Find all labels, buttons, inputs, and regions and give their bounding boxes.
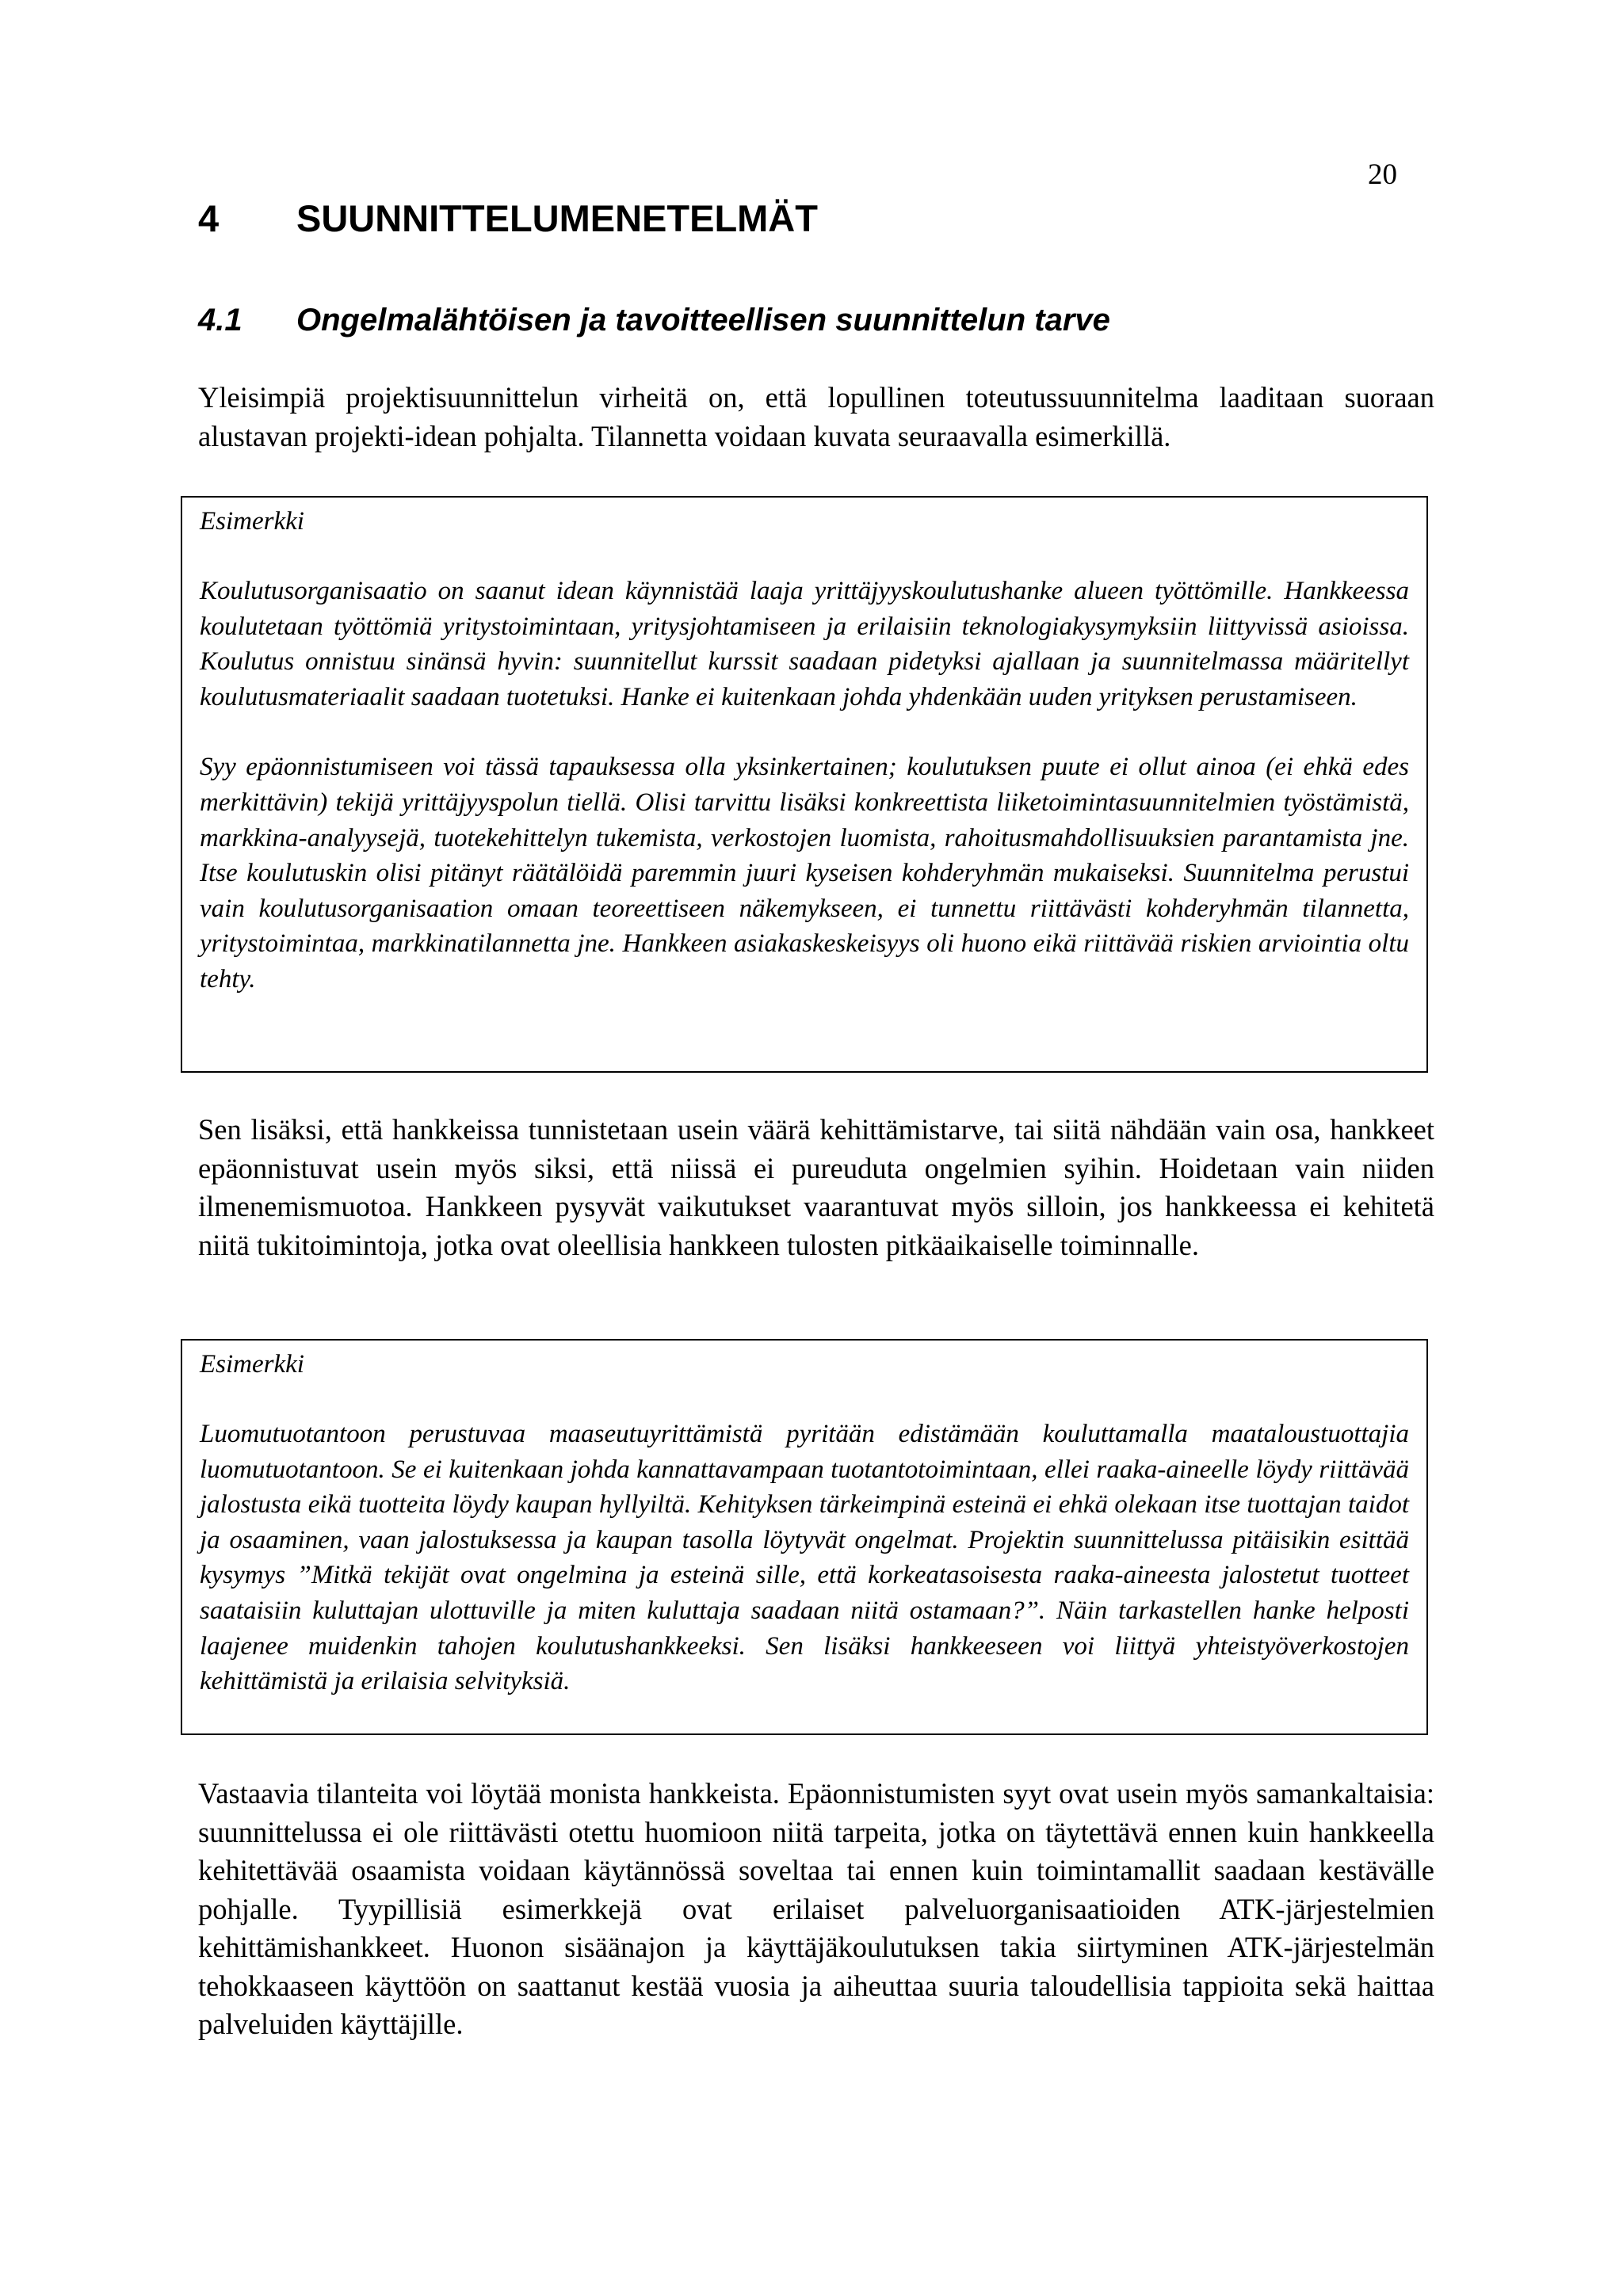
example-box (181, 1339, 1428, 1735)
chapter-number: 4 (198, 197, 220, 239)
chapter-heading (198, 195, 1434, 242)
body-paragraph: Yleisimpiä projektisuunnittelun virheitä on, että lopullinen toteutussuunnitelma laaditaan suoraan alustavan projekti-idean pohjalta. Tilannetta voidaan kuvata seuraavalla esimerkillä. (198, 381, 1434, 452)
example-title: Esimerkki (200, 507, 304, 536)
example-paragraph: Koulutusorganisaatio on saanut idean käynnistää laaja yrittäjyyskoulutushanke alueen työttömille. Hankkeessa koulutetaan työttömiä yritystoimintaan, yritysjohtamiseen ja erilaisiin teknologiakysymyksiin liittyvissä asioissa. Koulutus onnistuu sinänsä hyvin: suunnitellut kurssit saadaan pidetyksi ajallaan ja suunnitelmassa määritellyt koulutusmateriaalit saadaan tuotetuksi. Hanke ei kuitenkaan johda yhdenkään uuden yrityksen perustamiseen. (200, 577, 1409, 711)
section-heading (198, 299, 1434, 341)
chapter-title: SUUNNITTELUMENETELMÄT (296, 197, 818, 239)
body-paragraph: Vastaavia tilanteita voi löytää monista hankkeista. Epäonnistumisten syyt ovat usein myös samankaltaisia: suunnittelussa ei ole riittävästi otettu huomioon niitä tarpeita, jotka on täytettävä ennen kuin hankkeella kehitettävää osaamista voidaan käytännössä soveltaa tai ennen kuin toimintamallit saadaan kestävälle pohjalle. Tyypillisiä esimerkkejä ovat erilaiset palveluorganisaatioiden ATK-järjestelmien kehittämishankkeet. Huonon sisäänajon ja käyttäjäkoulutuksen takia siirtyminen ATK-järjestelmän tehokkaaseen käyttöön on saattanut kestää vuosia ja aiheuttaa suuria taloudellisia tappioita sekä haittaa palveluiden käyttäjille. (198, 1777, 1434, 2040)
example-paragraph: Luomutuotantoon perustuvaa maaseutuyrittämistä pyritään edistämään kouluttamalla maataloustuottajia luomutuotantoon. Se ei kuitenkaan johda kannattavampaan tuotantotoimintaan, ellei raaka-aineelle löydy riittävää jalostusta eikä tuotteita löydy kaupan hyllyiltä. Kehityksen tärkeimpinä esteinä ei ehkä olekaan itse tuottajan taidot ja osaaminen, vaan jalostuksessa ja kaupan tasolla löytyvät ongelmat. Projektin suunnittelussa pitäisikin esittää kysymys ”Mitkä tekijät ovat ongelmina ja esteinä sille, että korkeatasoisesta raaka-aineesta jalostetut tuotteet saataisiin kuluttajan ulottuville ja miten kuluttaja saadaan niitä ostamaan?”. Näin tarkastellen hanke helposti laajenee muidenkin tahojen koulutushankkeeksi. Sen lisäksi hankkeeseen voi liittyä yhteistyöverkostojen kehittämistä ja erilaisia selvityksiä. (200, 1420, 1409, 1696)
example-box (181, 496, 1428, 1073)
example-paragraph: Syy epäonnistumiseen voi tässä tapauksessa olla yksinkertainen; koulutuksen puute ei ollut ainoa (ei ehkä edes merkittävin) tekijä yrittäjyyspolun tiellä. Olisi tarvittu lisäksi konkreettista liiketoimintasuunnitelmien työstämistä, markkina-analyysejä, tuotekehittelyn tukemista, verkostojen luomista, rahoitusmahdollisuuksien parantamista jne. Itse koulutuskin olisi pitänyt räätälöidä paremmin juuri kyseisen kohderyhmän mukaiseksi. Suunnitelma perustui vain koulutusorganisaation omaan teoreettiseen näkemykseen, ei tunnettu riittävästi kohderyhmän tilannetta, yritystoimintaa, markkinatilannetta jne. Hankkeen asiakaskeskeisyys oli huono eikä riittävää riskien arviointia oltu tehty. (200, 753, 1409, 994)
page-number: 20 (1368, 158, 1397, 191)
body-paragraph: Sen lisäksi, että hankkeissa tunnistetaan usein väärä kehittämistarve, tai siitä nähdään vain osa, hankkeet epäonnistuvat usein myös siksi, että niissä ei pureuduta ongelmien syihin. Hoidetaan vain niiden ilmenemismuotoa. Hankkeen pysyvät vaikutukset vaarantuvat myös silloin, jos hankkeessa ei kehitetä niitä tukitoimintoja, jotka ovat oleellisia hankkeen tulosten pitkäaikaiselle toiminnalle. (198, 1113, 1434, 1261)
example-title: Esimerkki (200, 1350, 304, 1379)
section-number: 4.1 (198, 303, 242, 338)
section-title: Ongelmalähtöisen ja tavoitteellisen suunnittelun tarve (296, 303, 1110, 338)
